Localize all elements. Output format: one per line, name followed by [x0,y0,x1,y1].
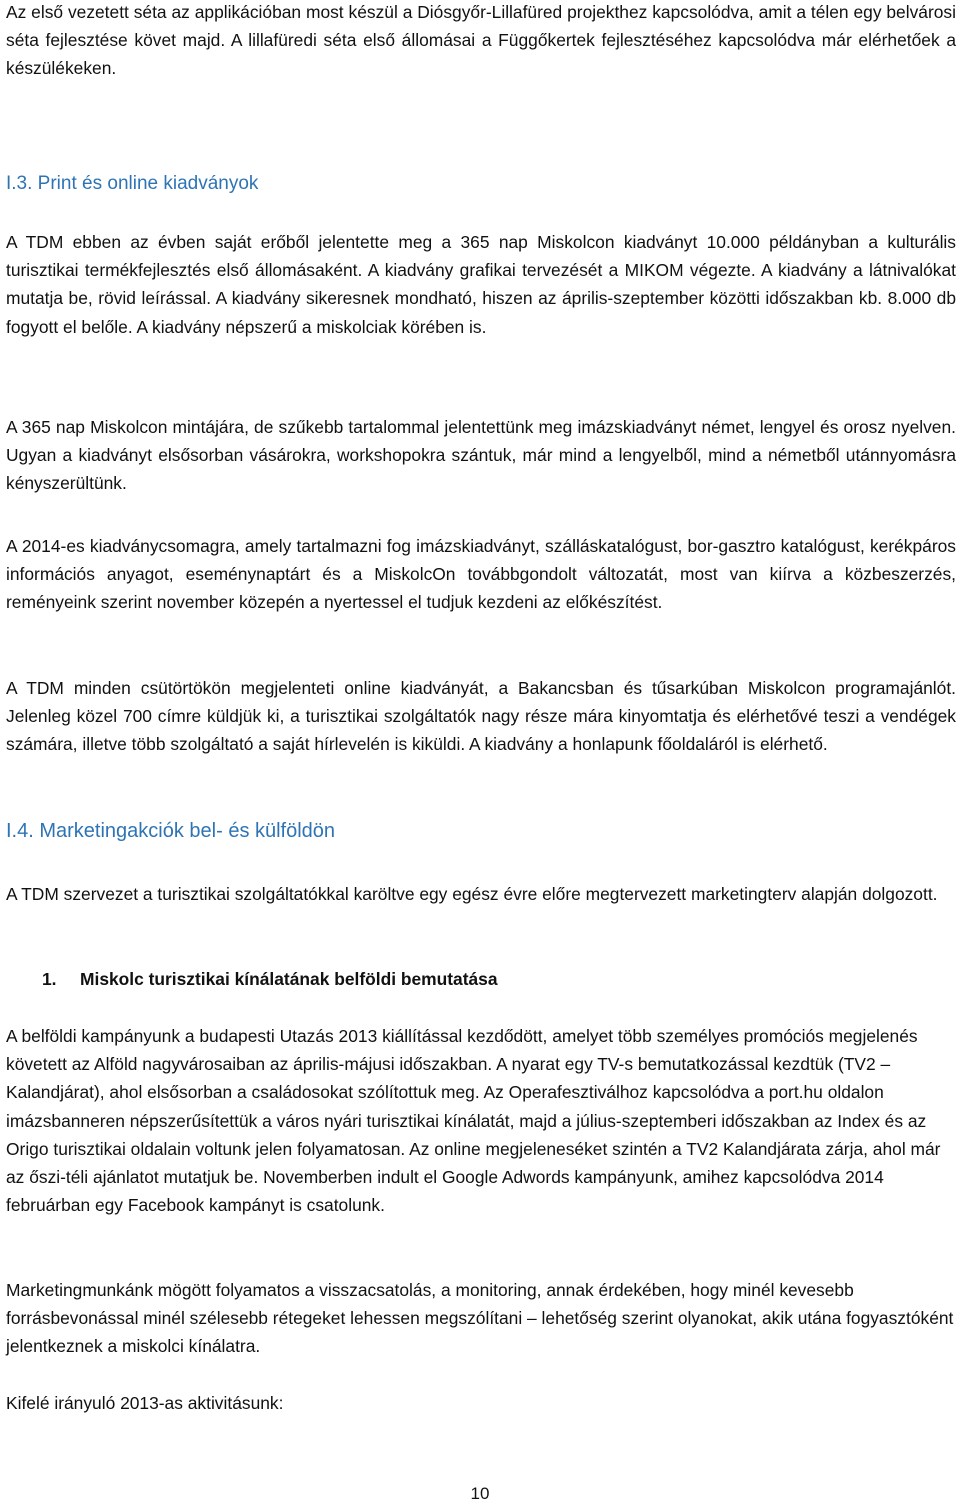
list-number: 1. [42,969,57,989]
paragraph-image-publication: A 365 nap Miskolcon mintájára, de szűkebb tartalommal jelentettünk meg imázskiadványt német, lengyel és orosz nyelven. Ugyan a kiadványt elsősorban vásárokra, workshopokra szántuk, már mind a lengyelből, mind a németből utánnyomásra kényszerültünk. [6,417,956,494]
section-heading-1-4: I.4. Marketingakciók bel- és külföldön [6,820,336,842]
paragraph-intro: Az első vezetett séta az applikációban most készül a Diósgyőr-Lillafüred projekthez kapcsolódva, amit a télen egy belvárosi séta fejlesztése követ majd. A lillafüredi séta első állomásai a Függőkertek fejlesztéséhez kapcsolódva már elérhetőek a készülékeken. [6,2,956,79]
list-item-title: Miskolc turisztikai kínálatának belföldi bemutatása [80,969,498,989]
paragraph-365-nap: A TDM ebben az évben saját erőből jelentette meg a 365 nap Miskolcon kiadványt 10.000 példányban a kulturális turisztikai termékfejlesztés első állomásaként. A kiadvány grafikai tervezését a MIKOM végezte. A kiadvány a látnivalókat mutatja be, rövid leírással. A kiadvány sikeresnek mondható, hiszen az április-szeptember közötti időszakban kb. 8.000 db fogyott el belőle. A kiadvány népszerű a miskolciak körében is. [6,232,956,337]
numbered-list-item [6,965,960,993]
paragraph-domestic-campaign: A belföldi kampányunk a budapesti Utazás 2013 kiállítással kezdődött, amelyet több személyes promóciós megjelenés követett az Alföld nagyvárosaiban az április-májusi időszakban. A nyarat egy TV-s bemutatkozással kezdtük (TV2 – Kalandjárat), ahol elsősorban a családosokat szólítottuk meg. Az Operafesztiválhoz kapcsolódva a port.hu oldalon imázsbanneren népszerűsítettük a város nyári turisztikai kínálatát, majd a július-szeptemberi időszakban az Index és az Origo turisztikai oldalain voltunk jelen folyamatosan. Az online megjeleneséket szintén a TV2 Kalandjárata zárja, ahol már az őszi-téli ajánlatot mutatjuk be. Novemberben indult el Google Adwords kampányunk, amihez kapcsolódva 2014 februárban egy Facebook kampányt is csatolunk. [6,1026,941,1216]
paragraph-outward-activity: Kifelé irányuló 2013-as aktivitásunk: [6,1393,284,1413]
paragraph-monitoring: Marketingmunkánk mögött folyamatos a visszacsatolás, a monitoring, annak érdekében, hogy minél kevesebb forrásbevonással minél szélesebb rétegeket lehessen megszólítani – lehetőség szerint olyanokat, akik utána fogyasztóként jelentkeznek a miskolci kínálatra. [6,1280,954,1357]
section-heading-1-3: I.3. Print és online kiadványok [6,173,259,194]
paragraph-tdm-marketing-plan: A TDM szervezet a turisztikai szolgáltatókkal karöltve egy egész évre előre megtervezett marketingterv alapján dolgozott. [6,884,938,904]
page-number: 10 [470,1484,490,1503]
paragraph-online-publication: A TDM minden csütörtökön megjelenteti online kiadványát, a Bakancsban és tűsarkúban Miskolcon programajánlót. Jelenleg közel 700 címre küldjük ki, a turisztikai szolgáltatók nagy része mára kinyomtatja és elérhetővé teszi a vendégek számára, illetve több szolgáltató a saját hírlevelén is kiküldi. A kiadvány a honlapunk főoldaláról is elérhető. [6,678,956,755]
paragraph-2014-package: A 2014-es kiadványcsomagra, amely tartalmazni fog imázskiadványt, szálláskatalógust, bor-gasztro katalógust, kerékpáros információs anyagot, eseménynaptárt és a MiskolcOn továbbgondolt változatát, most van kiírva a közbeszerzés, reményeink szerint november közepén a nyertessel el tudjuk kezdeni az előkészítést. [6,536,956,613]
